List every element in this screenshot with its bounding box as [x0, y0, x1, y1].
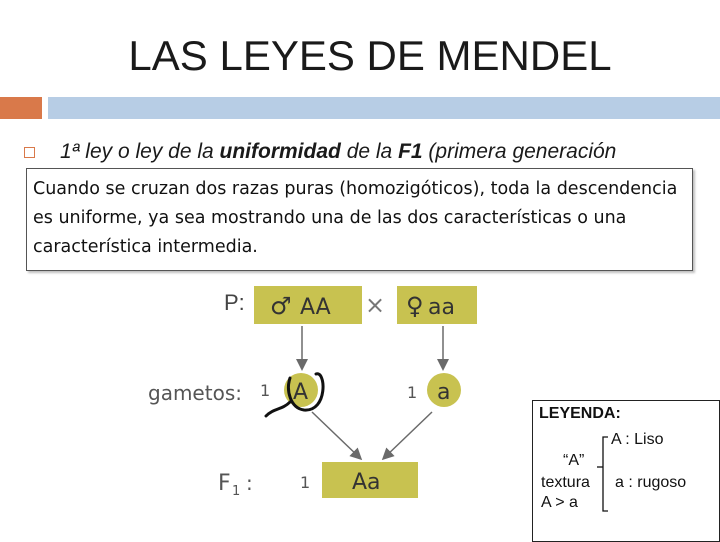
slide-title: LAS LEYES DE MENDEL — [128, 32, 612, 79]
law-uniformity: uniformidad — [219, 140, 341, 163]
legend-dominance: A > a — [541, 494, 578, 511]
law-mid: de la — [340, 140, 399, 163]
arrow-right-to-f1 — [384, 412, 432, 458]
gamete-right: a — [437, 380, 451, 405]
definition-text: Cuando se cruzan dos razas puras (homozigóticos), toda la descendencia es uniforme, ya sea mostrando una de las dos características o una característica intermedia. — [33, 179, 678, 257]
female-symbol: ♀ — [406, 292, 424, 320]
gamete-left-count: 1 — [260, 381, 271, 400]
cross-diagram — [140, 278, 530, 540]
cross-symbol: × — [365, 291, 386, 319]
legend-bracket — [533, 401, 719, 541]
legend-recessive: a : rugoso — [615, 474, 687, 491]
arrow-left-to-f1 — [312, 412, 360, 458]
gamete-left: A — [293, 380, 309, 405]
male-symbol: ♂ — [270, 292, 292, 320]
legend-box — [532, 400, 720, 542]
accent-bar-orange — [0, 97, 42, 119]
legend-title: LEYENDA: — [539, 405, 621, 422]
law-f1: F1 — [398, 140, 423, 163]
definition-box — [26, 168, 693, 271]
p-label: P: — [224, 290, 245, 315]
f1-count: 1 — [300, 473, 311, 492]
male-genotype: AA — [300, 295, 331, 320]
gametes-label: gametos: — [148, 381, 242, 405]
law-heading — [60, 140, 616, 164]
legend-trait-label: textura — [541, 474, 590, 491]
accent-bar-blue — [48, 97, 720, 119]
bullet-square-icon — [24, 147, 35, 158]
legend-trait-name: “A” — [563, 452, 585, 469]
law-prefix: 1ª ley o ley de la — [60, 140, 220, 163]
f1-subscript: 1 — [232, 484, 241, 499]
female-genotype: aa — [428, 295, 455, 320]
f1-label: F — [218, 471, 231, 496]
law-suffix: (primera generación — [422, 140, 617, 163]
f1-colon: : — [246, 471, 253, 495]
legend-dominant: A : Liso — [611, 431, 664, 448]
f1-genotype: Aa — [352, 470, 381, 495]
gamete-right-count: 1 — [407, 383, 418, 402]
